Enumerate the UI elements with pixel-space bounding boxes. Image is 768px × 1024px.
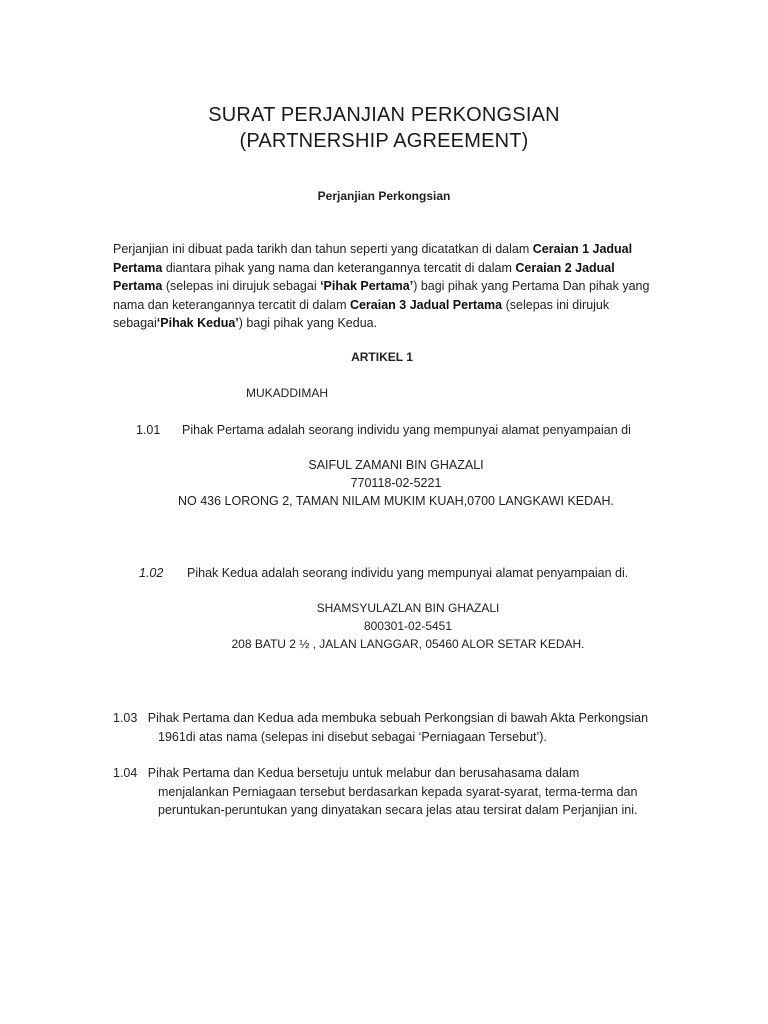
intro-text: ) bagi pihak yang Kedua. [238, 316, 378, 331]
clause-text-continued: peruntukan-peruntukan yang dinyatakan secara jelas atau tersirat dalam Perjanjian ini. [158, 803, 638, 817]
party-address: NO 436 LORONG 2, TAMAN NILAM MUKIM KUAH,0700 LANGKAWI KEDAH. [178, 494, 614, 508]
preamble-heading: MUKADDIMAH [246, 386, 329, 400]
clause-text: Pihak Pertama adalah seorang individu yang mempunyai alamat penyampaian di [182, 423, 631, 437]
clause-number: 1.03 [113, 711, 138, 725]
intro-bold: ‘Pihak Kedua’ [156, 316, 239, 331]
clause-text: Pihak Pertama dan Kedua bersetuju untuk melabur dan berusahasama dalam [147, 766, 580, 780]
intro-bold: Ceraian 2 Jadual Pertama [113, 260, 615, 294]
intro-paragraph [113, 240, 658, 333]
article-heading: ARTIKEL 1 [351, 350, 413, 364]
party-name: SAIFUL ZAMANI BIN GHAZALI [308, 458, 484, 472]
clause-number: 1.01 [136, 423, 161, 437]
intro-text: ) bagi pihak yang Pertama Dan pihak yang nama dan keterangannya tercatit di dalam [113, 279, 650, 312]
intro-bold: Ceraian 1 Jadual Pertama [113, 242, 633, 275]
party-address: 208 BATU 2 ½ , JALAN LANGGAR, 05460 ALOR SETAR KEDAH. [231, 637, 585, 651]
intro-bold: Ceraian 3 Jadual Pertama [349, 297, 503, 312]
party-ic: 800301-02-5451 [363, 619, 453, 633]
intro-text: (selepas ini dirujuk sebagai [162, 279, 321, 294]
clause-1-03 [113, 709, 673, 746]
document-subtitle-english: (PARTNERSHIP AGREEMENT) [239, 130, 529, 152]
document-title: SURAT PERJANJIAN PERKONGSIAN [208, 104, 560, 126]
clause-1-04 [113, 764, 673, 820]
clause-number: 1.04 [113, 766, 138, 780]
party-ic: 770118-02-5221 [350, 476, 442, 490]
clause-text-continued: menjalankan Perniagaan tersebut berdasarkan kepada syarat-syarat, terma-terma dan [158, 784, 638, 799]
intro-bold: ‘Pihak Pertama’ [320, 279, 414, 294]
clause-text: Pihak Kedua adalah seorang individu yang mempunyai alamat penyampaian di. [187, 566, 629, 580]
intro-text: diantara pihak yang nama dan keterangannya tercatit di dalam [162, 260, 516, 275]
intro-text: (selepas ini dirujuk sebagai [113, 297, 610, 331]
intro-text: Perjanjian ini dibuat pada tarikh dan tahun seperti yang dicatatkan di dalam [113, 242, 533, 256]
clause-number: 1.02 [139, 566, 164, 580]
section-heading: Perjanjian Perkongsian [317, 189, 451, 203]
clause-text: Pihak Pertama dan Kedua ada membuka sebuah Perkongsian di bawah Akta Perkongsian [147, 711, 649, 725]
clause-text-continued: 1961di atas nama (selepas ini disebut sebagai ‘Perniagaan Tersebut’). [158, 729, 547, 744]
party-name: SHAMSYULAZLAN BIN GHAZALI [316, 601, 500, 615]
